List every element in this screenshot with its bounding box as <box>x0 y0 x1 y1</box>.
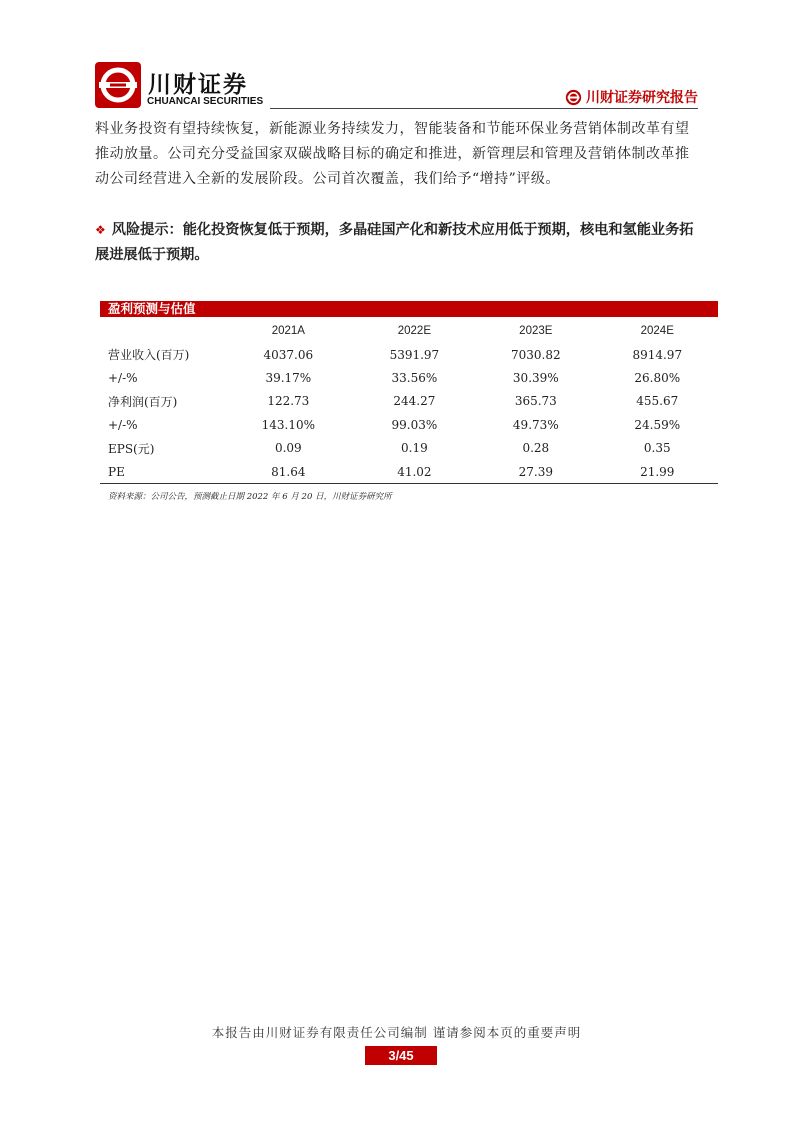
table-cell: 24.59% <box>634 417 681 432</box>
table-cell: 30.39% <box>512 371 559 386</box>
footer-disclaimer: 本报告由川财证券有限责任公司编制 谨请参阅本页的重要声明 <box>211 1025 582 1040</box>
row-label: PE <box>100 460 223 484</box>
table-cell: 244.27 <box>393 394 436 409</box>
table-row <box>100 460 718 484</box>
table-cell: 8914.97 <box>632 347 683 362</box>
table-row <box>100 390 718 413</box>
report-title: 川财证券研究报告 <box>586 90 698 106</box>
row-label: 营业收入(百万) <box>108 348 190 363</box>
report-header <box>565 87 698 107</box>
table-header-cell: 2022E <box>397 324 431 337</box>
header-divider <box>270 108 698 109</box>
summary-paragraph: 料业务投资有望持续恢复，新能源业务持续发力，智能装备和节能环保业务营销体制改革有望推动放量。公司充分受益国家双碳战略目标的确定和推进，新管理层和管理及营销体制改革推动公司经营进入全新的发展阶段。公司首次覆盖，我们给予“增持”评级。 <box>95 121 690 187</box>
table-header-cell: 2021A <box>271 324 305 337</box>
table-header-row <box>100 318 718 343</box>
table-cell: 39.17% <box>265 371 312 386</box>
logo-chinese-name: 川财证券 <box>148 72 248 98</box>
table-title: 盈利预测与估值 <box>100 301 718 317</box>
table-cell: 21.99 <box>597 460 718 484</box>
table-cell: 0.28 <box>522 441 550 456</box>
table-row <box>100 437 718 460</box>
risk-text: 风险提示：能化投资恢复低于预期，多晶硅国产化和新技术应用低于预期，核电和氢能业务拓展进展低于预期。 <box>95 222 694 263</box>
table-header-cell <box>100 318 223 343</box>
table-cell: 122.73 <box>267 394 310 409</box>
table-cell: 365.73 <box>514 394 557 409</box>
table-cell: 7030.82 <box>511 347 561 362</box>
page-number: 3/45 <box>365 1046 437 1065</box>
table-row <box>100 413 718 436</box>
table-header-cell: 2024E <box>640 324 674 337</box>
table-row <box>100 366 718 389</box>
row-label: 净利润(百万) <box>108 394 178 409</box>
table-cell: 49.73% <box>512 417 559 432</box>
logo-english-name: CHUANCAI SECURITIES <box>147 96 264 107</box>
table-header-cell: 2023E <box>519 324 553 337</box>
table-cell: 81.64 <box>223 460 354 484</box>
table-source-note: 资料来源：公司公告，预测截止日期 2022 年 6 月 20 日，川财证券研究所 <box>108 492 392 502</box>
table-cell: 27.39 <box>475 460 596 484</box>
table-cell: 0.19 <box>401 441 428 456</box>
row-label: +/-% <box>108 371 138 386</box>
table-cell: 5391.97 <box>389 347 440 362</box>
table-cell: 0.09 <box>274 441 302 456</box>
table-cell: 99.03% <box>391 417 438 432</box>
table-cell: 41.02 <box>354 460 475 484</box>
table-cell: 33.56% <box>391 371 438 386</box>
table-cell: 455.67 <box>636 394 679 409</box>
chuancai-logo-icon <box>95 62 141 108</box>
table-row <box>100 343 718 366</box>
row-label: EPS(元) <box>108 441 155 456</box>
table-cell: 143.10% <box>261 417 316 432</box>
risk-bullet-icon: ❖ <box>95 223 106 237</box>
forecast-table <box>100 318 718 484</box>
table-cell: 0.35 <box>643 441 671 456</box>
table-cell: 26.80% <box>634 371 681 386</box>
risk-warning <box>95 218 705 268</box>
row-label: +/-% <box>108 417 138 432</box>
report-logo-icon <box>565 89 582 106</box>
table-cell: 4037.06 <box>263 347 314 362</box>
